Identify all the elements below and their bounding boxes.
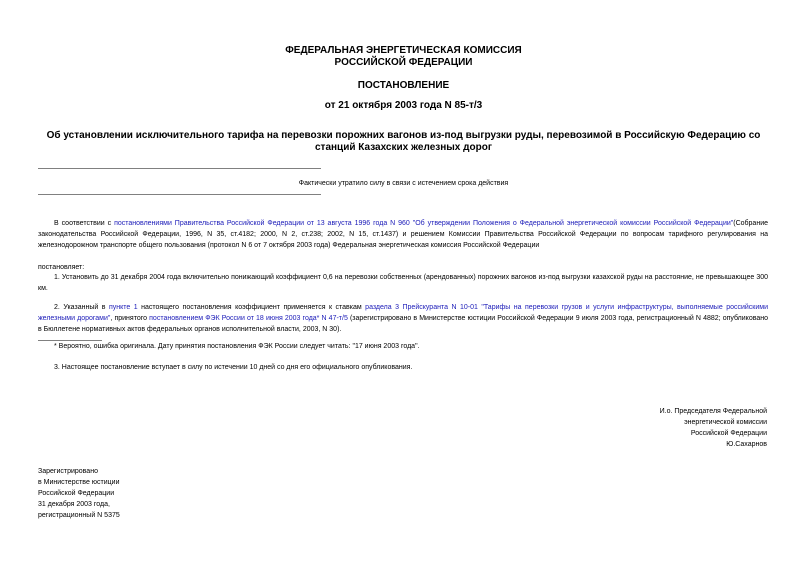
signature-line-1: И.о. Председателя Федеральной <box>659 408 767 415</box>
org-name-line1: ФЕДЕРАЛЬНАЯ ЭНЕРГЕТИЧЕСКАЯ КОМИССИЯ <box>285 45 522 56</box>
preamble-text-1: В соответствии с <box>54 220 115 227</box>
preamble-text-2: (Собрание законодательства Российской Федерации, 1996, N 35, ст.4182; 2000, N 2, ст.238; 2002, N 15, ст.1437) и решением Комиссии Правительства Российской Федерации по вопросам тарифного регулирования на железнодорожном транспорте общего пользования (протокол N 6 от 7 октября 2003 года) Федеральная энергетическая комиссия Российской Федерации <box>38 220 768 249</box>
signature-line-2: энергетической комиссии <box>684 419 767 426</box>
item-2-text-2: настоящего постановления коэффициент применяется к ставкам <box>137 304 366 311</box>
divider-top <box>38 168 321 169</box>
org-name-line2: РОССИЙСКОЙ ФЕДЕРАЦИИ <box>334 57 473 68</box>
link-tariff-section-3[interactable]: раздела 3 Прейскуранта N 10-01 "Тарифы на перевозки грузов и услуги инфраструктуры, выполняемые российскими железными дорогами" <box>38 304 768 322</box>
link-fek-decree[interactable]: постановлением ФЭК России от 18 июня 2003 года* N 47-т/5 <box>149 315 348 322</box>
registration-number: регистрационный N 5375 <box>38 512 120 519</box>
registration-line-2: в Министерстве юстиции <box>38 479 120 486</box>
registration-line-3: Российской Федерации <box>38 490 115 497</box>
registration-line-1: Зарегистрировано <box>38 468 98 475</box>
registration-block <box>38 466 238 521</box>
divider-bottom <box>38 194 321 195</box>
signer-name: Ю.Сахарнов <box>726 441 767 448</box>
status-note: Фактически утратило силу в связи с истечением срока действия <box>298 180 509 187</box>
item-2-text-3: , принятого <box>110 315 150 322</box>
item-3-paragraph: 3. Настоящее постановление вступает в силу по истечении 10 дней со дня его официального опубликования. <box>54 364 413 371</box>
registration-date: 31 декабря 2003 года, <box>38 501 110 508</box>
item-2-text-4: (зарегистрировано в Министерстве юстиции Российской Федерации 9 июля 2003 года, регистрационный N 4882; опубликовано в Бюллетене нормативных актов федеральных органов исполнительной власти, 2003, N 30). <box>38 315 768 333</box>
signature-block <box>527 406 767 450</box>
signature-line-3: Российской Федерации <box>690 430 767 437</box>
decrees-label: постановляет: <box>38 264 85 271</box>
document-date: от 21 октября 2003 года N 85-т/3 <box>324 100 483 111</box>
item-2-paragraph <box>38 302 768 335</box>
footnote: * Вероятно, ошибка оригинала. Дату принятия постановления ФЭК России следует читать: "17 июня 2003 года". <box>54 343 420 350</box>
item-2-text-1: 2. Указанный в <box>54 304 109 311</box>
footnote-divider <box>38 340 102 341</box>
document-type: ПОСТАНОВЛЕНИЕ <box>357 80 450 91</box>
item-1-paragraph: 1. Установить до 31 декабря 2004 года включительно понижающий коэффициент 0,6 на перевозки собственных (арендованных) порожних вагонов из-под выгрузки казахской руды на расстояние, не превышающее 300 км. <box>38 274 768 292</box>
document-subject: Об установлении исключительного тарифа на перевозки порожних вагонов из-под выгрузки руды, перевозимой в Российскую Федерацию со станций Казахских железных дорог <box>46 130 761 153</box>
link-item-1[interactable]: пункте 1 <box>108 304 138 311</box>
preamble-paragraph <box>38 218 768 251</box>
link-government-decree[interactable]: постановлениями Правительства Российской Федерации от 13 августа 1996 года N 960 "Об утверждении Положения о Федеральной энергетической комиссии Российской Федерации" <box>114 220 734 227</box>
